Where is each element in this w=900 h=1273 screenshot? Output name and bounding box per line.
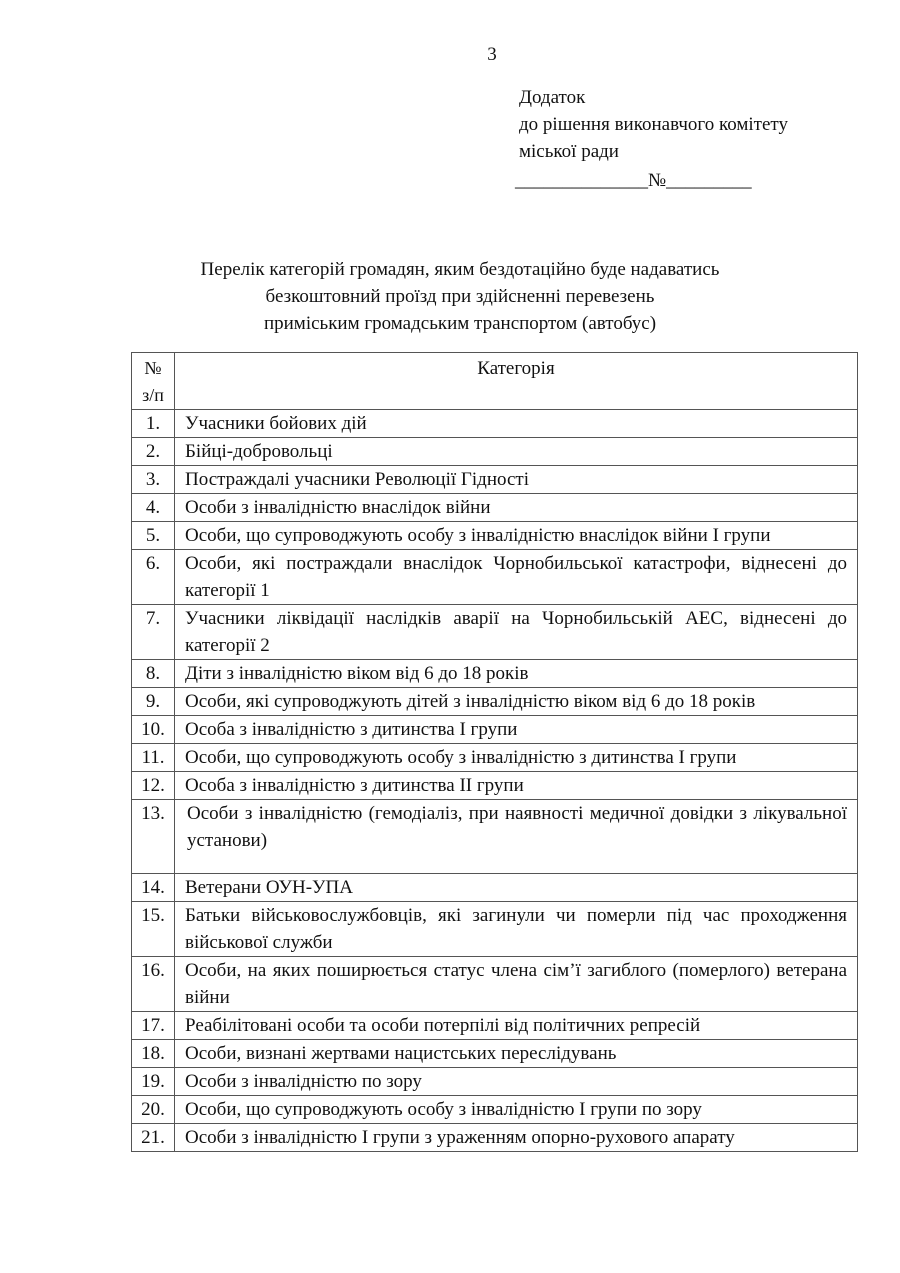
table-row [132, 902, 858, 957]
row-number: 14. [132, 874, 175, 902]
row-number: 21. [132, 1124, 175, 1152]
table-row [132, 438, 858, 466]
title-line: безкоштовний проїзд при здійсненні перевезень [265, 286, 655, 307]
title-line: Перелік категорій громадян, яким бездотаційно буде надаватись [200, 259, 720, 280]
row-number: 1. [132, 410, 175, 438]
row-number: 3. [132, 466, 175, 494]
row-number: 20. [132, 1096, 175, 1124]
row-category: Особа з інвалідністю з дитинства ІІ групи [175, 772, 858, 800]
row-category: Діти з інвалідністю віком від 6 до 18 років [175, 660, 858, 688]
row-category: Особи, що супроводжують особу з інвалідністю І групи по зору [175, 1096, 858, 1124]
table-row [132, 660, 858, 688]
header-number-abbrev: з/п [142, 385, 164, 405]
row-number: 17. [132, 1012, 175, 1040]
table-row [132, 605, 858, 660]
row-category: Реабілітовані особи та особи потерпілі від політичних репресій [175, 1012, 858, 1040]
table-row [132, 494, 858, 522]
row-category: Особа з інвалідністю з дитинства І групи [175, 716, 858, 744]
table-row [132, 1096, 858, 1124]
row-number: 12. [132, 772, 175, 800]
table-row [132, 874, 858, 902]
table-row [132, 410, 858, 438]
row-category: Особи, які постраждали внаслідок Чорнобильської катастрофи, віднесені до категорії 1 [175, 550, 858, 605]
table-row [132, 1012, 858, 1040]
row-category: Особи, на яких поширюється статус члена сім’ї загиблого (померлого) ветерана війни [175, 957, 858, 1012]
row-number: 18. [132, 1040, 175, 1068]
row-number: 4. [132, 494, 175, 522]
addendum-block [519, 84, 788, 165]
row-category: Особи з інвалідністю (гемодіаліз, при наявності медичної довідки з лікувальної установи) [175, 800, 858, 874]
row-number: 11. [132, 744, 175, 772]
table-row [132, 522, 858, 550]
row-number: 8. [132, 660, 175, 688]
table-row [132, 800, 858, 874]
table-row [132, 1068, 858, 1096]
addendum-line: до рішення виконавчого комітету [519, 114, 788, 135]
table-row [132, 716, 858, 744]
row-number: 10. [132, 716, 175, 744]
table-row [132, 1040, 858, 1068]
row-category: Особи з інвалідністю внаслідок війни [175, 494, 858, 522]
row-category: Особи, що супроводжують особу з інвалідністю з дитинства І групи [175, 744, 858, 772]
row-category: Особи, які супроводжують дітей з інвалідністю віком від 6 до 18 років [175, 688, 858, 716]
row-number: 13. [132, 800, 175, 874]
header-number [132, 353, 175, 410]
table-row [132, 772, 858, 800]
row-number: 19. [132, 1068, 175, 1096]
title-line: приміським громадським транспортом (автобус) [263, 313, 657, 334]
row-number: 6. [132, 550, 175, 605]
row-category: Особи, що супроводжують особу з інвалідністю внаслідок війни І групи [175, 522, 858, 550]
row-category: Ветерани ОУН-УПА [175, 874, 858, 902]
addendum-line: Додаток [519, 87, 586, 108]
row-number: 5. [132, 522, 175, 550]
addendum-line: міської ради [519, 141, 619, 162]
row-number: 15. [132, 902, 175, 957]
row-number: 16. [132, 957, 175, 1012]
page-number: 3 [487, 44, 497, 65]
row-category: Учасники ліквідації наслідків аварії на Чорнобильській АЕС, віднесені до категорії 2 [175, 605, 858, 660]
table-row [132, 550, 858, 605]
row-category: Постраждалі учасники Революції Гідності [175, 466, 858, 494]
row-number: 9. [132, 688, 175, 716]
header-number-symbol: № [144, 358, 162, 378]
row-number: 2. [132, 438, 175, 466]
row-category: Особи, визнані жертвами нацистських переслідувань [175, 1040, 858, 1068]
table-row [132, 744, 858, 772]
row-category: Особи з інвалідністю по зору [175, 1068, 858, 1096]
row-category: Батьки військовослужбовців, які загинули чи померли під час проходження військової служби [175, 902, 858, 957]
table-row [132, 1124, 858, 1152]
decision-number-line: ______________№_________ [515, 170, 752, 191]
row-category: Особи з інвалідністю І групи з ураженням опорно-рухового апарату [175, 1124, 858, 1152]
table-row [132, 688, 858, 716]
row-category: Бійці-добровольці [175, 438, 858, 466]
table-header-row [132, 353, 858, 410]
document-title [0, 256, 900, 337]
categories-table [131, 352, 858, 1152]
row-category: Учасники бойових дій [175, 410, 858, 438]
row-number: 7. [132, 605, 175, 660]
table-row [132, 466, 858, 494]
header-category: Категорія [175, 353, 858, 410]
table-row [132, 957, 858, 1012]
